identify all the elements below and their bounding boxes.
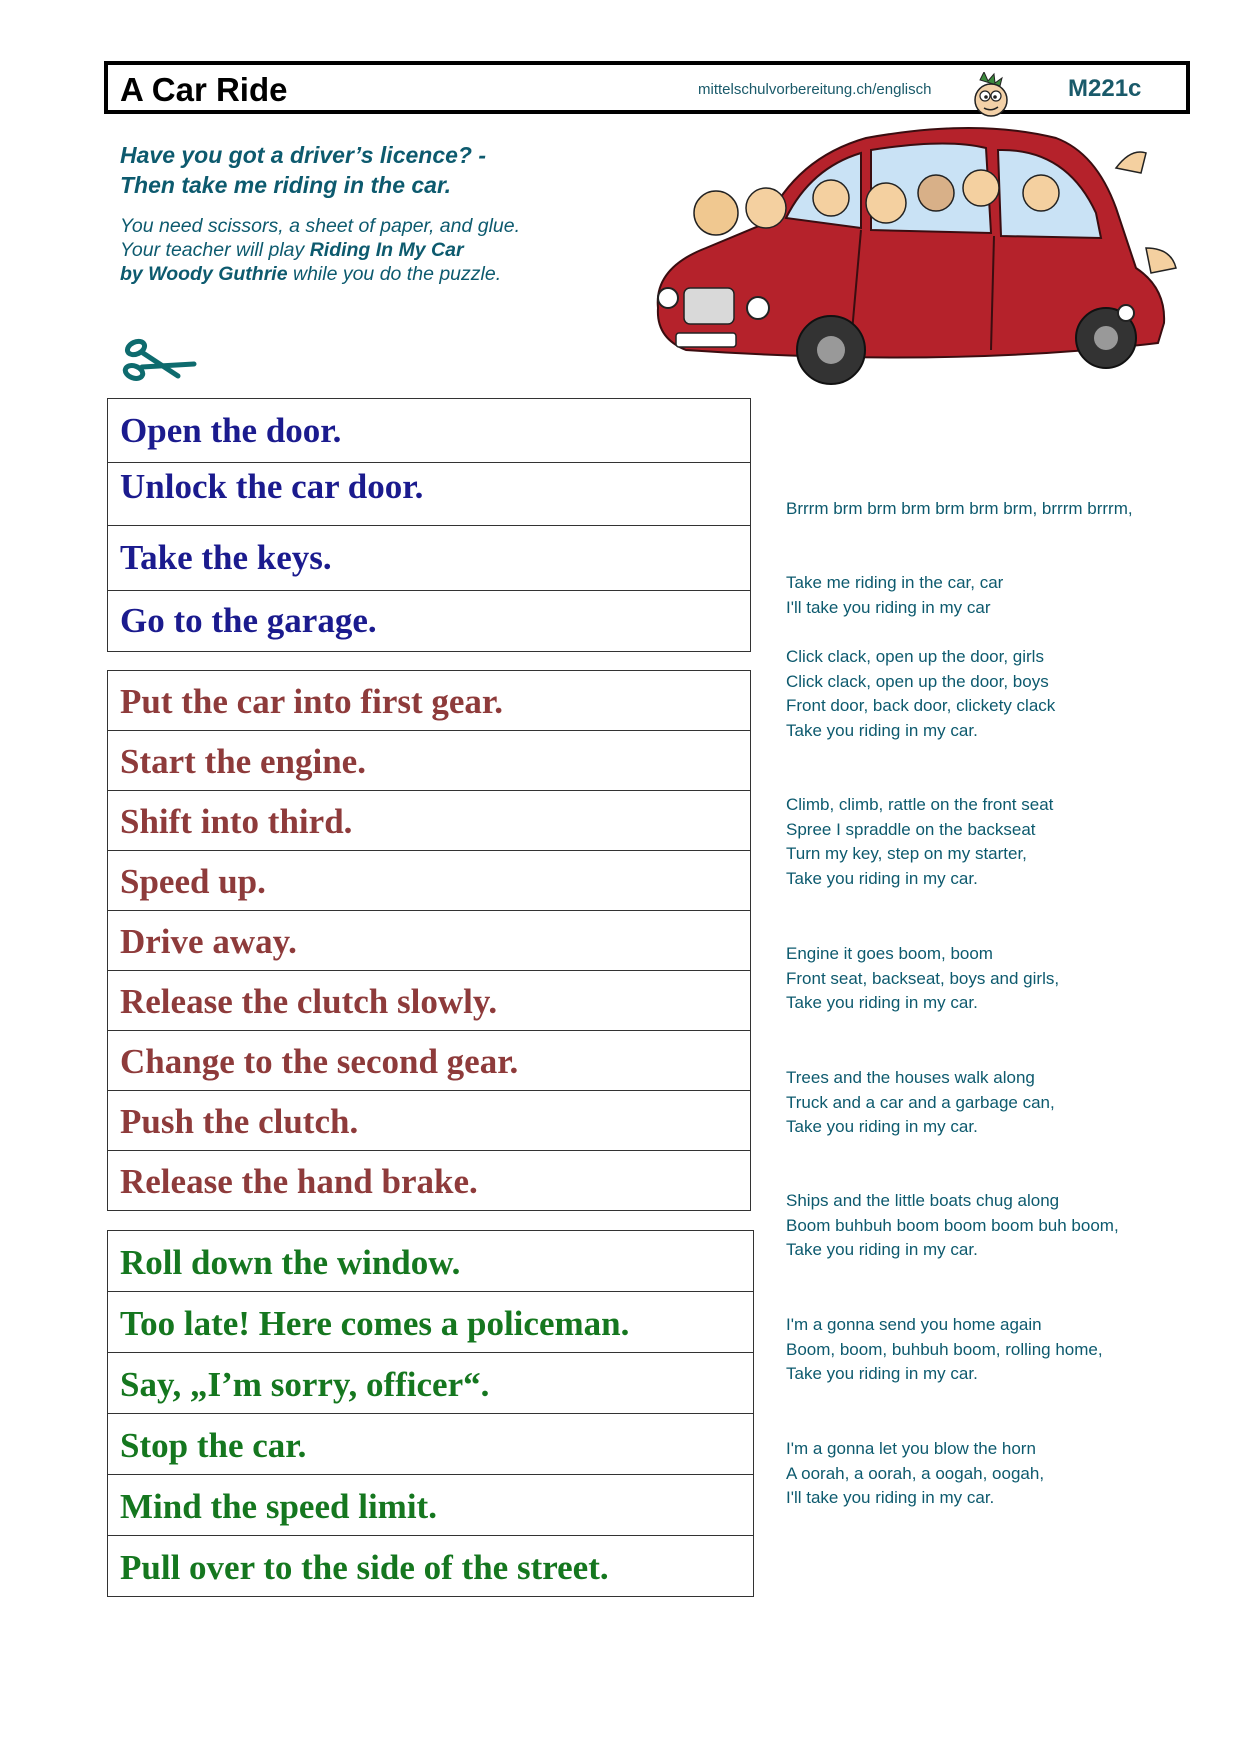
page-title: A Car Ride <box>120 71 288 108</box>
scissors-icon <box>120 336 200 388</box>
strip-item[interactable]: Put the car into first gear. <box>107 670 751 731</box>
strip-group-blue <box>107 398 751 652</box>
strip-item[interactable]: Take the keys. <box>107 525 751 591</box>
strip-item[interactable]: Release the hand brake. <box>107 1150 751 1211</box>
lyrics-stanza: I'm a gonna send you home again Boom, boom, buhbuh boom, rolling home, Take you riding in my car. <box>786 1315 1103 1383</box>
instructions: You need scissors, a sheet of paper, and glue. Your teacher will play Riding In My Car by Woody Guthrie while you do the puzzle. <box>120 215 521 285</box>
lyrics-stanza: Click clack, open up the door, girls Click clack, open up the door, boys Front door, back door, clickety clack Take you riding in my car. <box>786 647 1056 740</box>
lyrics-stanza: Brrrm brm brm brm brm brm brm, brrrm brrrm, <box>786 499 1133 518</box>
strip-item[interactable]: Shift into third. <box>107 790 751 851</box>
car-illustration <box>646 118 1206 398</box>
lyrics-stanza: Climb, climb, rattle on the front seat Spree I spraddle on the backseat Turn my key, step on my starter, Take you riding in my car. <box>786 795 1054 888</box>
lyrics-stanza: Ships and the little boats chug along Boom buhbuh boom boom boom buh boom, Take you riding in my car. <box>786 1191 1119 1259</box>
strip-item[interactable]: Open the door. <box>107 398 751 463</box>
song-artist: by Woody Guthrie <box>120 263 288 285</box>
strip-item[interactable]: Go to the garage. <box>107 590 751 652</box>
strip-item[interactable]: Push the clutch. <box>107 1090 751 1151</box>
strip-item[interactable]: Stop the car. <box>107 1413 754 1475</box>
lyrics-stanza: I'm a gonna let you blow the horn A oorah, a oorah, a oogah, oogah, I'll take you riding in my car. <box>786 1439 1045 1507</box>
strip-item[interactable]: Start the engine. <box>107 730 751 791</box>
strip-item[interactable]: Too late! Here comes a policeman. <box>107 1291 754 1353</box>
header-box <box>104 61 1190 114</box>
strip-item[interactable]: Unlock the car door. <box>107 462 751 526</box>
car-icon <box>658 128 1176 384</box>
strip-group-red <box>107 670 751 1211</box>
strip-item[interactable]: Say, „I’m sorry, officer“. <box>107 1352 754 1414</box>
intro-section <box>120 140 680 286</box>
strip-item[interactable]: Change to the second gear. <box>107 1030 751 1091</box>
strip-item[interactable]: Drive away. <box>107 910 751 971</box>
strip-item[interactable]: Mind the speed limit. <box>107 1474 754 1536</box>
strip-item[interactable]: Roll down the window. <box>107 1230 754 1292</box>
worksheet-code: M221c <box>1068 75 1142 102</box>
intro-question: Have you got a driver’s licence? - Then take me riding in the car. <box>120 142 487 198</box>
strip-item[interactable]: Pull over to the side of the street. <box>107 1535 754 1597</box>
song-title: Riding In My Car <box>309 239 464 261</box>
lyrics-stanza: Trees and the houses walk along Truck and a car and a garbage can, Take you riding in my car. <box>786 1068 1055 1136</box>
website-url[interactable]: mittelschulvorbereitung.ch/englisch <box>698 81 932 98</box>
lyrics-stanza: Engine it goes boom, boom Front seat, backseat, boys and girls, Take you riding in my car. <box>786 944 1060 1012</box>
mascot-head-icon <box>975 72 1007 116</box>
lyrics-stanza: Take me riding in the car, car I'll take you riding in my car <box>786 573 1004 617</box>
strip-group-green <box>107 1230 754 1597</box>
strip-item[interactable]: Release the clutch slowly. <box>107 970 751 1031</box>
strip-item[interactable]: Speed up. <box>107 850 751 911</box>
